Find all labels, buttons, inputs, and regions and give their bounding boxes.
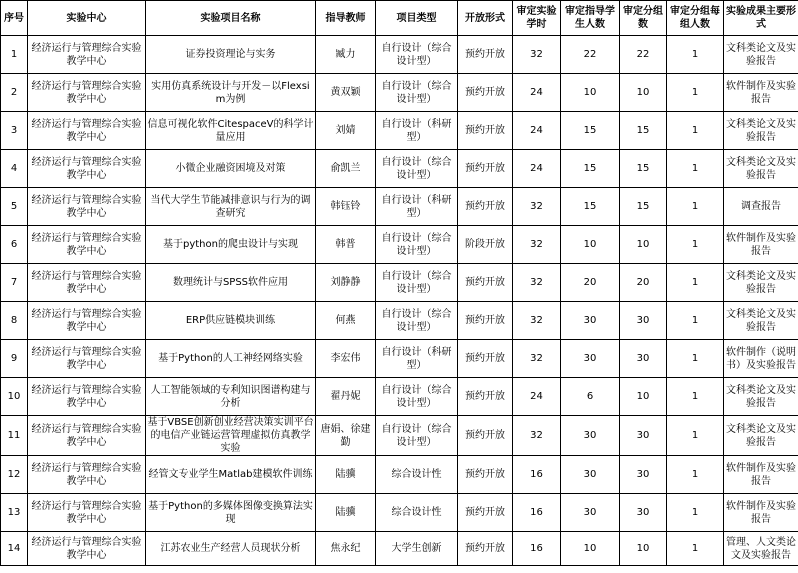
table-row — [1, 378, 798, 416]
table-row — [1, 340, 798, 378]
cell-instructor: 刘静静 — [316, 264, 376, 302]
cell-hours: 32 — [513, 416, 561, 456]
cell-hours: 32 — [513, 302, 561, 340]
header-seq: 序号 — [1, 1, 28, 36]
cell-open-form: 阶段开放 — [458, 226, 513, 264]
cell-outcome-form: 调查报告 — [724, 188, 798, 226]
cell-project-type: 自行设计（综合设计型） — [376, 36, 458, 74]
cell-instructor: 俞凯兰 — [316, 150, 376, 188]
cell-lab-center: 经济运行与管理综合实验教学中心 — [28, 36, 146, 74]
cell-students: 15 — [561, 112, 620, 150]
cell-lab-center: 经济运行与管理综合实验教学中心 — [28, 340, 146, 378]
cell-students: 15 — [561, 188, 620, 226]
cell-instructor: 韩钰铃 — [316, 188, 376, 226]
cell-hours: 24 — [513, 74, 561, 112]
cell-students: 10 — [561, 532, 620, 566]
cell-instructor: 韩普 — [316, 226, 376, 264]
cell-project-type: 综合设计性 — [376, 456, 458, 494]
cell-outcome-form: 文科类论文及实验报告 — [724, 150, 798, 188]
cell-hours: 32 — [513, 188, 561, 226]
cell-lab-center: 经济运行与管理综合实验教学中心 — [28, 74, 146, 112]
cell-instructor: 李宏伟 — [316, 340, 376, 378]
cell-seq: 11 — [1, 416, 28, 456]
cell-outcome-form: 软件制作及实验报告 — [724, 226, 798, 264]
cell-outcome-form: 文科类论文及实验报告 — [724, 112, 798, 150]
cell-per-group: 1 — [667, 264, 724, 302]
cell-students: 10 — [561, 74, 620, 112]
header-hours: 审定实验学时 — [513, 1, 561, 36]
cell-project-name: 基于Python的多媒体图像变换算法实现 — [146, 494, 316, 532]
cell-groups: 22 — [620, 36, 667, 74]
cell-hours: 32 — [513, 264, 561, 302]
table-row — [1, 302, 798, 340]
cell-open-form: 预约开放 — [458, 74, 513, 112]
cell-project-type: 自行设计（综合设计型） — [376, 416, 458, 456]
cell-project-type: 自行设计（科研型） — [376, 112, 458, 150]
cell-groups: 30 — [620, 302, 667, 340]
cell-project-name: ERP供应链模块训练 — [146, 302, 316, 340]
table-row — [1, 532, 798, 566]
cell-project-type: 自行设计（综合设计型） — [376, 74, 458, 112]
cell-seq: 8 — [1, 302, 28, 340]
cell-students: 15 — [561, 150, 620, 188]
cell-students: 30 — [561, 302, 620, 340]
cell-project-name: 证券投资理论与实务 — [146, 36, 316, 74]
cell-project-name: 小微企业融资困境及对策 — [146, 150, 316, 188]
cell-open-form: 预约开放 — [458, 494, 513, 532]
cell-groups: 10 — [620, 226, 667, 264]
cell-per-group: 1 — [667, 340, 724, 378]
cell-seq: 12 — [1, 456, 28, 494]
cell-groups: 30 — [620, 340, 667, 378]
cell-project-name: 经管文专业学生Matlab建模软件训练 — [146, 456, 316, 494]
cell-project-name: 信息可视化软件CitespaceV的科学计量应用 — [146, 112, 316, 150]
cell-lab-center: 经济运行与管理综合实验教学中心 — [28, 264, 146, 302]
cell-students: 30 — [561, 494, 620, 532]
cell-instructor: 黄双颖 — [316, 74, 376, 112]
table-row — [1, 226, 798, 264]
cell-project-name: 江苏农业生产经营人员现状分析 — [146, 532, 316, 566]
cell-per-group: 1 — [667, 74, 724, 112]
cell-open-form: 预约开放 — [458, 36, 513, 74]
header-per-group: 审定分组每组人数 — [667, 1, 724, 36]
table-row — [1, 150, 798, 188]
cell-instructor: 焦永纪 — [316, 532, 376, 566]
cell-groups: 30 — [620, 456, 667, 494]
cell-groups: 20 — [620, 264, 667, 302]
cell-per-group: 1 — [667, 494, 724, 532]
header-project-name: 实验项目名称 — [146, 1, 316, 36]
cell-students: 30 — [561, 416, 620, 456]
cell-hours: 32 — [513, 340, 561, 378]
cell-students: 22 — [561, 36, 620, 74]
cell-seq: 1 — [1, 36, 28, 74]
cell-per-group: 1 — [667, 36, 724, 74]
cell-project-name: 当代大学生节能减排意识与行为的调查研究 — [146, 188, 316, 226]
cell-groups: 10 — [620, 532, 667, 566]
cell-per-group: 1 — [667, 456, 724, 494]
header-instructor: 指导教师 — [316, 1, 376, 36]
cell-seq: 4 — [1, 150, 28, 188]
cell-students: 10 — [561, 226, 620, 264]
cell-students: 30 — [561, 340, 620, 378]
cell-lab-center: 经济运行与管理综合实验教学中心 — [28, 416, 146, 456]
cell-students: 30 — [561, 456, 620, 494]
cell-groups: 10 — [620, 378, 667, 416]
cell-outcome-form: 软件制作及实验报告 — [724, 74, 798, 112]
cell-seq: 2 — [1, 74, 28, 112]
table-row — [1, 416, 798, 456]
header-students: 审定指导学生人数 — [561, 1, 620, 36]
cell-project-type: 自行设计（科研型） — [376, 188, 458, 226]
cell-groups: 15 — [620, 150, 667, 188]
cell-groups: 15 — [620, 112, 667, 150]
cell-per-group: 1 — [667, 150, 724, 188]
cell-groups: 10 — [620, 74, 667, 112]
cell-outcome-form: 软件制作（说明书）及实验报告 — [724, 340, 798, 378]
table-row — [1, 264, 798, 302]
cell-hours: 32 — [513, 36, 561, 74]
cell-per-group: 1 — [667, 302, 724, 340]
cell-instructor: 陆骥 — [316, 456, 376, 494]
cell-open-form: 预约开放 — [458, 264, 513, 302]
cell-seq: 13 — [1, 494, 28, 532]
cell-open-form: 预约开放 — [458, 416, 513, 456]
header-open-form: 开放形式 — [458, 1, 513, 36]
cell-per-group: 1 — [667, 226, 724, 264]
cell-project-type: 自行设计（综合设计型） — [376, 378, 458, 416]
header-project-type: 项目类型 — [376, 1, 458, 36]
cell-project-name: 基于python的爬虫设计与实现 — [146, 226, 316, 264]
cell-instructor: 陆骥 — [316, 494, 376, 532]
cell-lab-center: 经济运行与管理综合实验教学中心 — [28, 188, 146, 226]
cell-project-type: 自行设计（科研型） — [376, 340, 458, 378]
header-row — [1, 1, 798, 36]
cell-seq: 14 — [1, 532, 28, 566]
cell-outcome-form: 文科类论文及实验报告 — [724, 36, 798, 74]
header-outcome-form: 实验成果主要形式 — [724, 1, 798, 36]
cell-hours: 16 — [513, 532, 561, 566]
cell-outcome-form: 文科类论文及实验报告 — [724, 264, 798, 302]
cell-instructor: 臧力 — [316, 36, 376, 74]
cell-outcome-form: 文科类论文及实验报告 — [724, 416, 798, 456]
cell-per-group: 1 — [667, 188, 724, 226]
cell-project-name: 基于VBSE创新创业经营决策实训平台的电信产业链运营管理虚拟仿真教学实验 — [147, 417, 314, 454]
cell-students: 6 — [561, 378, 620, 416]
table-row — [1, 36, 798, 74]
cell-open-form: 预约开放 — [458, 112, 513, 150]
cell-project-type: 综合设计性 — [376, 494, 458, 532]
table-row — [1, 494, 798, 532]
table-body — [1, 36, 798, 566]
header-lab-center: 实验中心 — [28, 1, 146, 36]
cell-students: 20 — [561, 264, 620, 302]
cell-seq: 9 — [1, 340, 28, 378]
cell-open-form: 预约开放 — [458, 340, 513, 378]
cell-project-type: 自行设计（综合设计型） — [376, 226, 458, 264]
cell-per-group: 1 — [667, 532, 724, 566]
cell-project-name: 人工智能领域的专利知识图谱构建与分析 — [146, 378, 316, 416]
cell-project-name: 实用仿真系统设计与开发－以Flexsim为例 — [146, 74, 316, 112]
cell-open-form: 预约开放 — [458, 378, 513, 416]
cell-lab-center: 经济运行与管理综合实验教学中心 — [28, 302, 146, 340]
cell-instructor: 刘婧 — [316, 112, 376, 150]
cell-lab-center: 经济运行与管理综合实验教学中心 — [28, 378, 146, 416]
cell-outcome-form: 管理、人文类论文及实验报告 — [724, 532, 798, 566]
cell-seq: 3 — [1, 112, 28, 150]
cell-hours: 16 — [513, 494, 561, 532]
cell-outcome-form: 文科类论文及实验报告 — [724, 378, 798, 416]
cell-per-group: 1 — [667, 378, 724, 416]
cell-open-form: 预约开放 — [458, 188, 513, 226]
table-row — [1, 456, 798, 494]
cell-lab-center: 经济运行与管理综合实验教学中心 — [28, 494, 146, 532]
cell-project-type: 自行设计（综合设计型） — [376, 264, 458, 302]
cell-groups: 30 — [620, 494, 667, 532]
cell-project-type: 自行设计（综合设计型） — [376, 150, 458, 188]
cell-hours: 24 — [513, 378, 561, 416]
cell-instructor: 唐娟、徐建勤 — [316, 416, 376, 456]
cell-hours: 24 — [513, 150, 561, 188]
cell-instructor: 何燕 — [316, 302, 376, 340]
cell-hours: 32 — [513, 226, 561, 264]
cell-groups: 15 — [620, 188, 667, 226]
cell-lab-center: 经济运行与管理综合实验教学中心 — [28, 112, 146, 150]
cell-seq: 6 — [1, 226, 28, 264]
cell-outcome-form: 文科类论文及实验报告 — [724, 302, 798, 340]
cell-lab-center: 经济运行与管理综合实验教学中心 — [28, 150, 146, 188]
cell-lab-center: 经济运行与管理综合实验教学中心 — [28, 532, 146, 566]
table-row — [1, 112, 798, 150]
header-groups: 审定分组数 — [620, 1, 667, 36]
cell-groups: 30 — [620, 416, 667, 456]
cell-lab-center: 经济运行与管理综合实验教学中心 — [28, 456, 146, 494]
cell-project-type: 大学生创新 — [376, 532, 458, 566]
cell-open-form: 预约开放 — [458, 150, 513, 188]
cell-per-group: 1 — [667, 112, 724, 150]
cell-seq: 10 — [1, 378, 28, 416]
cell-outcome-form: 软件制作及实验报告 — [724, 456, 798, 494]
cell-outcome-form: 软件制作及实验报告 — [724, 494, 798, 532]
cell-project-name: 数理统计与SPSS软件应用 — [146, 264, 316, 302]
table-row — [1, 74, 798, 112]
cell-open-form: 预约开放 — [458, 302, 513, 340]
cell-instructor: 翟丹妮 — [316, 378, 376, 416]
cell-project-type: 自行设计（综合设计型） — [376, 302, 458, 340]
cell-open-form: 预约开放 — [458, 532, 513, 566]
table-row — [1, 188, 798, 226]
cell-hours: 24 — [513, 112, 561, 150]
cell-open-form: 预约开放 — [458, 456, 513, 494]
cell-per-group: 1 — [667, 416, 724, 456]
cell-hours: 16 — [513, 456, 561, 494]
cell-seq: 7 — [1, 264, 28, 302]
cell-project-name: 基于Python的人工神经网络实验 — [146, 340, 316, 378]
cell-lab-center: 经济运行与管理综合实验教学中心 — [28, 226, 146, 264]
cell-seq: 5 — [1, 188, 28, 226]
